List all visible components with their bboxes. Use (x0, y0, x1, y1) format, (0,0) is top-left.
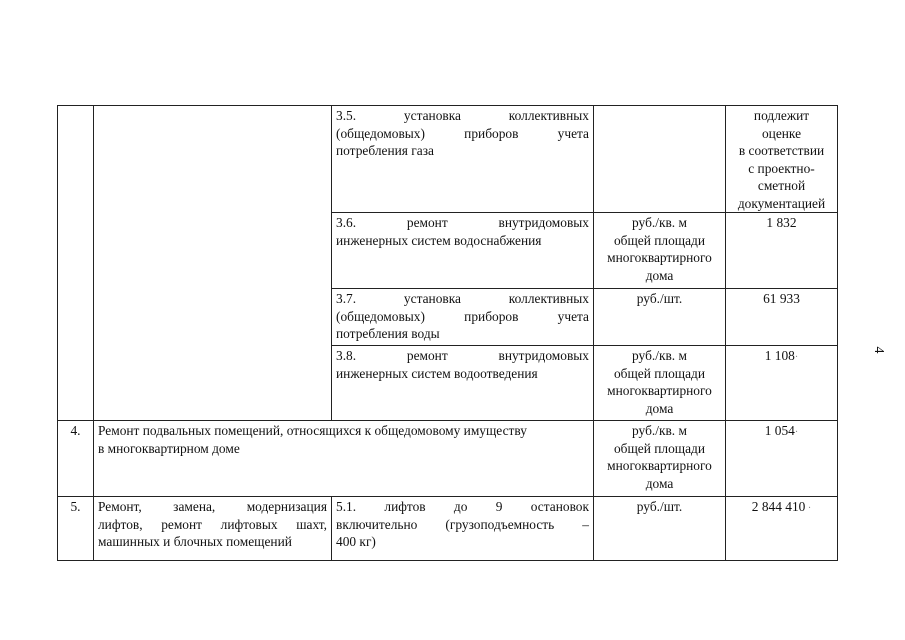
value-text: 2 844 410 (751, 499, 806, 514)
text-line: руб./кв. м (632, 348, 687, 363)
scan-dot: · (794, 427, 799, 438)
unit-cell (594, 106, 726, 213)
text-line: руб./шт. (636, 499, 683, 514)
table-row (58, 106, 838, 213)
text-line: общей площади (613, 440, 706, 456)
text-line: потребления газа (336, 143, 434, 158)
page-number: 4 (871, 346, 886, 354)
text-line: в соответствии (738, 143, 825, 158)
work-item-cell (332, 497, 594, 561)
text-line: Ремонт подвальных помещений, относящихся к общедомовому имуществу (98, 423, 527, 438)
text-line: общей площади (613, 365, 706, 381)
text-line: 400 кг) (336, 534, 376, 549)
table-row (58, 421, 838, 497)
text-line: потребления воды (336, 326, 440, 341)
text-line: лифтов, ремонт лифтовых шахт, (98, 516, 327, 532)
value-cell (726, 289, 838, 346)
work-item-cell (94, 421, 594, 497)
text-line: общей площади (613, 232, 706, 248)
value-cell (726, 346, 838, 421)
text-line: Ремонт, замена, модернизация (98, 499, 327, 514)
value-cell (726, 497, 838, 561)
text-line: документацией (737, 195, 826, 211)
value-cell (726, 421, 838, 497)
unit-cell (594, 346, 726, 421)
value-text: 1 108 (764, 348, 795, 363)
text-line: многоквартирного (607, 250, 712, 265)
table-row (58, 497, 838, 561)
tariff-table (57, 105, 838, 561)
text-line: дома (645, 267, 674, 283)
text-line: (общедомовых) приборов учета (336, 125, 589, 141)
unit-cell (594, 213, 726, 289)
text-line: 3.8. ремонт внутридомовых (336, 348, 589, 363)
text-line: (общедомовых) приборов учета (336, 308, 589, 324)
text-line: машинных и блочных помещений (98, 534, 292, 549)
text-line: инженерных систем водоснабжения (336, 232, 542, 248)
text-line: оценке (761, 125, 802, 141)
row-number-cell (58, 106, 94, 421)
unit-cell (594, 289, 726, 346)
row-number: 5. (70, 499, 81, 514)
text-line: с проектно- (748, 160, 815, 176)
row-number: 4. (70, 423, 81, 438)
text-line: руб./кв. м (632, 215, 687, 230)
text-line: дома (645, 400, 674, 416)
unit-cell (594, 421, 726, 497)
row-number-cell (58, 497, 94, 561)
scan-dot: · (805, 503, 812, 514)
text-line: 3.7. установка коллективных (336, 291, 589, 306)
text-line: 3.5. установка коллективных (336, 108, 589, 123)
value-text: 1 054 (764, 423, 795, 438)
text-line: включительно (грузоподъемность – (336, 516, 589, 532)
text-line: подлежит (753, 108, 810, 123)
text-line: 3.6. ремонт внутридомовых (336, 215, 589, 230)
value-cell (726, 106, 838, 213)
value-text: 61 933 (763, 291, 800, 306)
work-name-cell (94, 497, 332, 561)
work-name-cell (94, 106, 332, 421)
text-line: сметной (757, 178, 806, 193)
text-line: многоквартирного (607, 458, 712, 473)
text-line: в многоквартирном доме (98, 440, 240, 456)
row-number-cell (58, 421, 94, 497)
work-item-cell (332, 213, 594, 289)
text-line: руб./кв. м (632, 423, 687, 438)
value-cell (726, 213, 838, 289)
scan-dot: · (794, 352, 799, 363)
text-line: дома (645, 475, 674, 491)
text-line: многоквартирного (607, 383, 712, 398)
unit-cell (594, 497, 726, 561)
value-text: 1 832 (766, 215, 797, 230)
work-item-cell (332, 106, 594, 213)
work-item-cell (332, 346, 594, 421)
text-line: инженерных систем водоотведения (336, 365, 538, 381)
text-line: 5.1. лифтов до 9 остановок (336, 499, 589, 514)
text-line: руб./шт. (636, 291, 683, 306)
work-item-cell (332, 289, 594, 346)
